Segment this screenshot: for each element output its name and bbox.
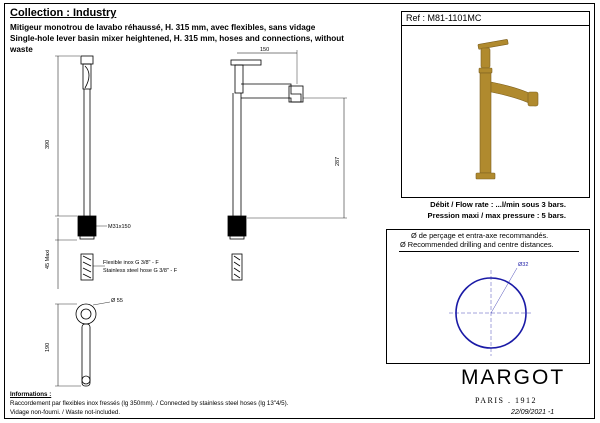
title-english: Single-hole lever basin mixer heightened, H. 315 mm, hoses and connections, without	[10, 34, 344, 43]
max-pressure: Pression maxi / max pressure : 5 bars.	[427, 211, 566, 220]
spout-height-label: 287	[335, 156, 341, 166]
info-line-1: Raccordement par flexibles inox fressés (lg 350mm). / Connected by stainless steel hoses (lg 13"4/5).	[10, 400, 289, 407]
flow-rate: Débit / Flow rate : ...l/min sous 3 bars.	[430, 200, 566, 209]
info-line-2: Vidage non-fourni. / Waste not-included.	[10, 409, 121, 416]
top-view	[55, 302, 110, 386]
info-heading: Informations :	[10, 391, 52, 398]
top-depth-label: 190	[45, 342, 51, 352]
reference-label: Ref : M81-1101MC	[406, 13, 482, 23]
technical-sheet	[4, 3, 595, 419]
title-french: Mitigeur monotrou de lavabo réhaussé, H. 315 mm, avec flexibles, sans vidage	[10, 23, 316, 32]
spout-reach-label: 150	[260, 47, 270, 53]
brand-logo: MARGOT	[461, 366, 566, 389]
hose-label-en: Stainless steel hose G 3/8" - F	[103, 268, 178, 274]
reference-box	[401, 11, 590, 198]
drilling-box	[386, 229, 590, 364]
height-total-label: 390	[45, 139, 51, 149]
drilling-diagram	[387, 230, 591, 365]
drilling-text-en: Ø Recommended drilling and centre distances.	[400, 240, 554, 249]
drilling-text-fr: Ø de perçage et entra-axe recommandés.	[411, 231, 549, 240]
title-english-cont: waste	[10, 45, 33, 54]
side-view	[228, 50, 347, 280]
drill-diameter-label: Ø32	[518, 262, 529, 268]
base-diameter-label: Ø 55	[111, 298, 123, 304]
product-image	[402, 26, 589, 198]
front-view	[55, 56, 107, 289]
hose-label-fr: Flexible inox G 3/8" - F	[103, 260, 159, 266]
reference-header	[402, 12, 589, 26]
brand-tagline: PARIS . 1912	[475, 396, 537, 405]
max-thickness-label: 45 Maxi	[45, 249, 51, 269]
document-date: 22/09/2021 -1	[511, 409, 555, 416]
thread-label: M31x150	[108, 224, 131, 230]
collection-title: Collection : Industry	[10, 7, 117, 19]
